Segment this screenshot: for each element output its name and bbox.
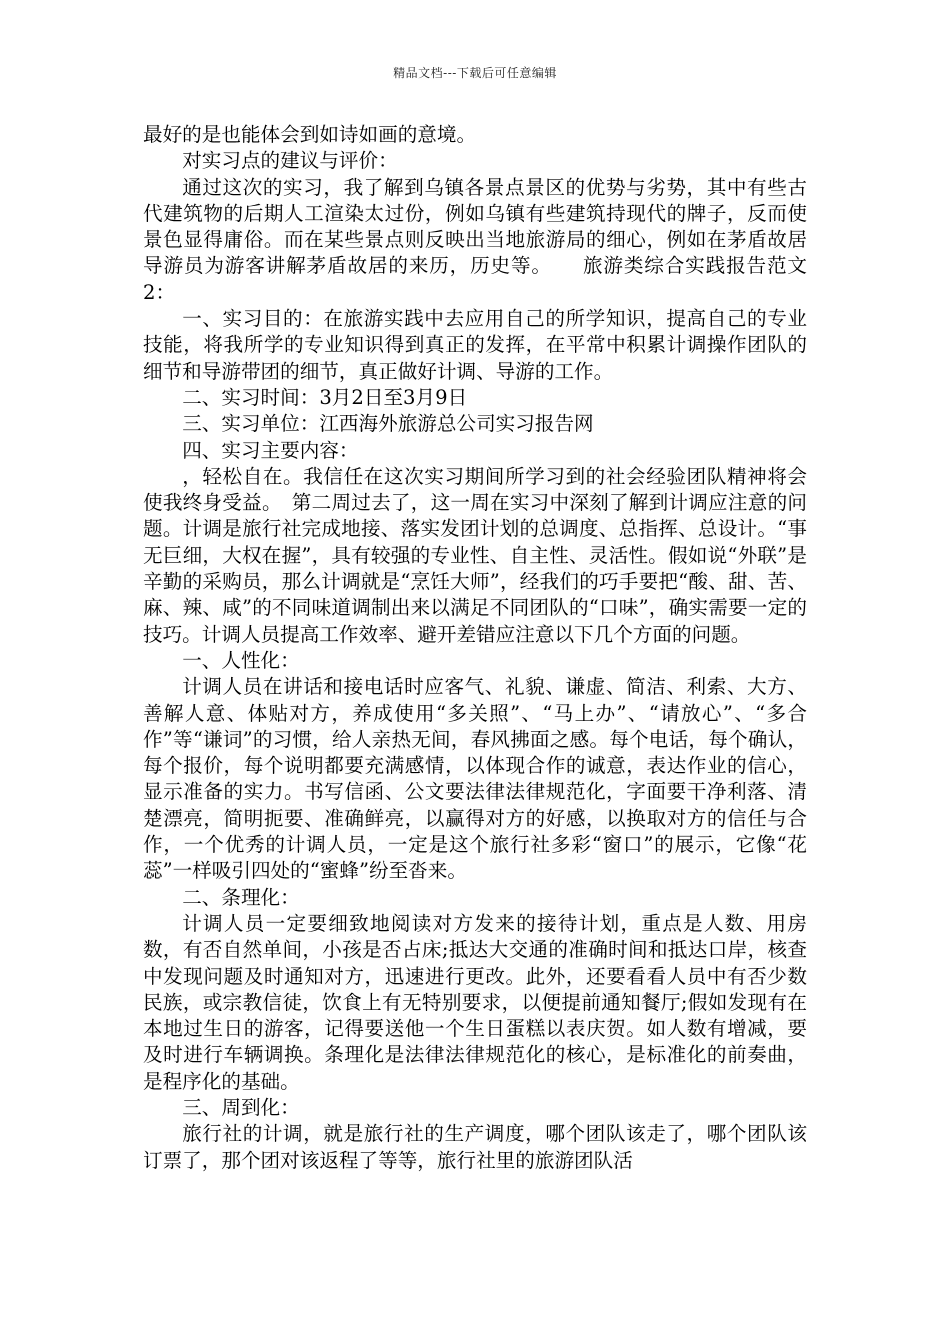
section-heading: 一、人性化： (182, 648, 300, 672)
paragraph: ，轻松自在。我信任在这次实习期间所学习到的社会经验团队精神将会使我终身受益。 第二周过去了，这一周在实习中深刻了解到计调应注意的问题。计调是旅行社完成地接、落实发团计划的总调度、总指挥、总设计。“事无巨细，大权在握”，具有较强的专业性、自主性、灵活性。假如说“外联”是辛勤的采购员，那么计调就是“烹饪大师”，经我们的巧手要把“酸、甜、苦、麻、辣、咸”的不同味道调制出来以满足不同团队的“口味”，确实需要一定的技巧。计调人员提高工作效率、避开差错应注意以下几个方面的问题。 (143, 464, 807, 646)
paragraph: 最好的是也能体会到如诗如画的意境。 (143, 123, 477, 146)
paragraph: 一、实习目的：在旅游实践中去应用自己的所学知识，提高自己的专业技能，将我所学的专业知识得到真正的发挥，在平常中积累计调操作团队的细节和导游带团的细节，真正做好计调、导游的工作。 (143, 307, 807, 383)
paragraph: 四、实习主要内容： (182, 438, 359, 462)
section-heading: 三、周到化： (182, 1095, 300, 1119)
page-header: 精品文档---下载后可任意编辑 (393, 66, 557, 80)
document-body (143, 122, 807, 1174)
section-heading: 二、条理化： (182, 885, 300, 909)
paragraph: 计调人员在讲话和接电话时应客气、礼貌、谦虚、简洁、利索、大方、善解人意、体贴对方，养成使用“多关照”、“马上办”、“请放心”、“多合作”等“谦词”的习惯，给人亲热无间，春风拂面之感。每个电话，每个确认，每个报价，每个说明都要充满感情，以体现合作的诚意，表达作业的信心，显示准备的实力。书写信函、公文要法律法律规范化，字面要干净利落、清楚漂亮，简明扼要、准确鲜亮，以赢得对方的好感，以换取对方的信任与合作，一个优秀的计调人员，一定是这个旅行社多彩“窗口”的展示，它像“花蕊”一样吸引四处的“蜜蜂”纷至沓来。 (143, 675, 807, 883)
paragraph: 计调人员一定要细致地阅读对方发来的接待计划，重点是人数、用房数，有否自然单间，小孩是否占床;抵达大交通的准确时间和抵达口岸，核查中发现问题及时通知对方，迅速进行更改。此外，还要看看人员中有否少数民族，或宗教信徒，饮食上有无特别要求，以便提前通知餐厅;假如发现有在本地过生日的游客，记得要送他一个生日蛋糕以表庆贺。如人数有增减，要及时进行车辆调换。条理化是法律法律规范化的核心，是标准化的前奏曲，是程序化的基础。 (143, 911, 807, 1093)
paragraph: 旅行社的计调，就是旅行社的生产调度，哪个团队该走了，哪个团队该订票了，那个团对该返程了等等，旅行社里的旅游团队活 (143, 1122, 807, 1172)
paragraph: 二、实习时间：3月2日至3月9日 (182, 385, 468, 409)
paragraph: 三、实习单位：江西海外旅游总公司实习报告网 (182, 412, 594, 436)
paragraph: 对实习点的建议与评价： (182, 149, 398, 173)
paragraph: 通过这次的实习，我了解到乌镇各景点景区的优势与劣势，其中有些古代建筑物的后期人工渲染太过份，例如乌镇有些建筑持现代的牌子，反而使景色显得庸俗。而在某些景点则反映出当地旅游局的细心，例如在茅盾故居导游员为游客讲解茅盾故居的来历，历史等。 旅游类综合实践报告范文2： (143, 175, 807, 304)
